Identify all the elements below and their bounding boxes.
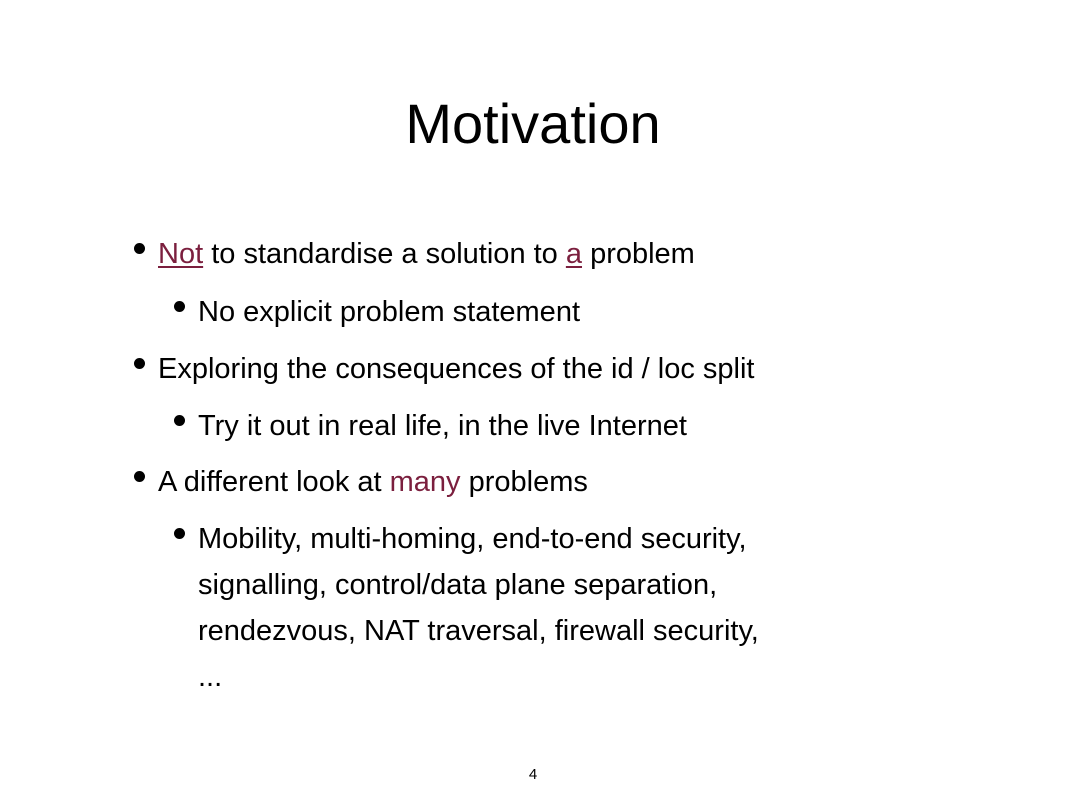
a-link[interactable]: a (565, 238, 583, 270)
bullet-dot-icon (174, 415, 185, 426)
bullet-line: rendezvous, NAT traversal, firewall security, (198, 615, 759, 647)
bullet-item (158, 349, 754, 389)
bullet-text: to standardise a solution to (203, 238, 566, 270)
many-highlight: many (389, 466, 461, 498)
sub-bullet-item (198, 406, 687, 446)
bullet-text: Exploring the consequences of the id / loc split (158, 353, 755, 385)
bullet-item (158, 462, 588, 502)
bullet-text: A different look at (158, 466, 390, 498)
bullet-dot-icon (134, 243, 145, 254)
bullet-text: No explicit problem statement (198, 296, 580, 328)
slide-title: Motivation (405, 92, 661, 155)
bullet-line: Mobility, multi-homing, end-to-end security, (198, 523, 747, 555)
bullet-dot-icon (134, 358, 145, 369)
bullet-dot-icon (134, 471, 145, 482)
sub-bullet-item (198, 292, 580, 332)
bullet-text: Try it out in real life, in the live Internet (198, 410, 687, 442)
bullet-line: signalling, control/data plane separation, (198, 569, 718, 601)
bullet-text: problem (582, 238, 695, 270)
bullet-dot-icon (174, 301, 185, 312)
bullet-item (158, 234, 695, 274)
sub-bullet-item (198, 519, 958, 697)
bullet-line: ... (198, 661, 223, 693)
not-link[interactable]: Not (158, 238, 204, 270)
page-number: 4 (528, 766, 538, 783)
bullet-text: problems (460, 466, 588, 498)
bullet-dot-icon (174, 528, 185, 539)
